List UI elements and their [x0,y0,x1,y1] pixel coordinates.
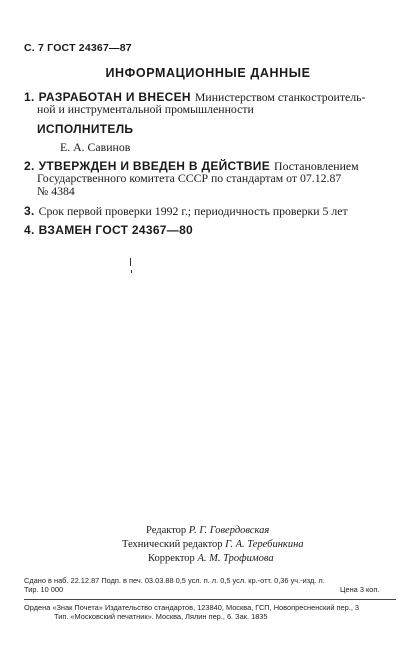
imprint-line-2-left: Тир. 10 000 [24,585,64,594]
imprint-divider [24,599,396,600]
item-3 [24,202,348,220]
credits-editor [146,525,269,536]
item-2-text-line1: Постановлением [274,159,359,173]
tech-editor-name: Г. А. Теребинкина [225,539,304,550]
credits-tech-editor [122,539,304,550]
item-1-heading: РАЗРАБОТАН И ВНЕСЕН [38,90,191,104]
item-3-text: Срок первой проверки 1992 г.; периодичность проверки 5 лет [38,204,348,218]
credits-corrector [148,553,274,564]
corrector-label: Корректор [148,553,195,564]
editor-name: Р. Г. Говердовская [188,525,270,536]
item-4-heading: ВЗАМЕН ГОСТ 24367—80 [38,223,194,237]
item-2-text-line2: Государственного комитета СССР по стандартам от 07.12.87 [37,171,342,185]
print-mark [130,258,131,266]
item-4-number: 4. [24,223,35,237]
corrector-name: А. М. Трофимова [197,553,274,564]
document-title: ИНФОРМАЦИОННЫЕ ДАННЫЕ [105,66,311,80]
page-number-header: С. 7 ГОСТ 24367—87 [24,42,132,54]
imprint-line-1: Сдано в наб. 22.12.87 Подп. в печ. 03.03.88 0,5 усл. п. л. 0,5 усл. кр.-отт. 0,36 уч.-изд. л. [24,576,325,585]
item-2-number: 2. [24,159,35,173]
item-1-number: 1. [24,90,35,104]
print-mark [131,270,132,273]
item-1-text-line1: Министерством станкостроитель- [194,90,366,104]
imprint-line-4: Тип. «Московский печатник». Москва, Лялин пер., 6. Зак. 1835 [54,612,268,621]
executor-heading: ИСПОЛНИТЕЛЬ [37,122,134,136]
imprint-line-3: Ордена «Знак Почета» Издательство стандартов, 123840, Москва, ГСП, Новопресненский пер., 3 [24,603,360,612]
item-4 [24,221,193,239]
executor-name: Е. А. Савинов [60,140,131,154]
imprint-line-2-right: Цена 3 коп. [340,585,380,594]
tech-editor-label: Технический редактор [122,539,223,550]
item-3-number: 3. [24,204,35,218]
item-1-text-line2: ной и инструментальной промышленности [37,102,254,116]
item-2-text-line3: № 4384 [37,184,75,198]
item-2-heading: УТВЕРЖДЕН И ВВЕДЕН В ДЕЙСТВИЕ [38,159,271,173]
editor-label: Редактор [146,525,187,536]
